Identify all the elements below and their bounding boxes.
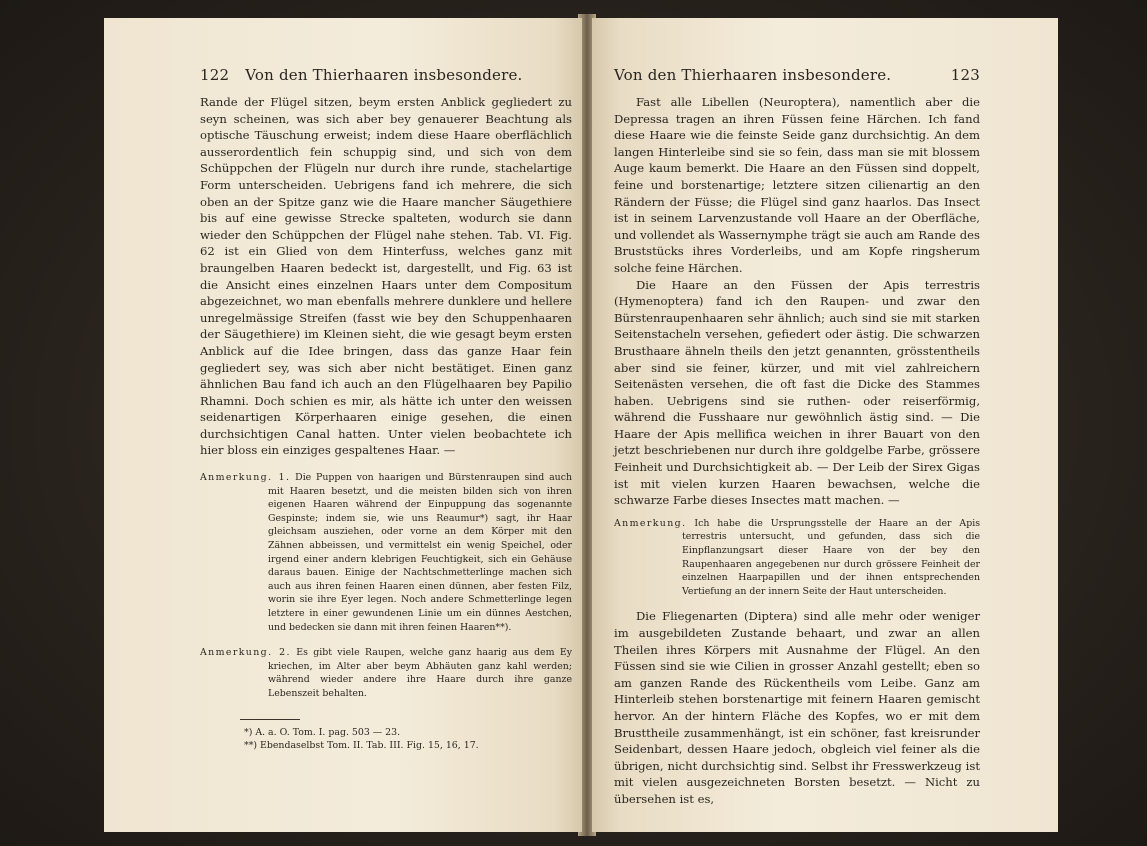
- note-label: Anmerkung.: [614, 517, 687, 529]
- note: [614, 517, 980, 599]
- body-paragraph: Rande der Flügel sitzen, beym ersten Anblick gegliedert zu seyn scheinen, was sich aber bey genauerer Beachtung als optische Täuschung erweist; indem diese Haare oberflächlich ausserordentlich fein schuppig sind, und sich von dem Schüppchen der Flügeln nur durch ihre runde, stachelartige Form unterscheiden. Uebrigens fand ich mehrere, die sich oben an der Spitze ganz wie die Haare mancher Säugethiere bis auf eine gewisse Strecke spalteten, wodurch sie dann wieder den Schüppchen der Flügel nahe stehen. Tab. VI. Fig. 62 ist ein Glied von dem Hinterfuss, welches ganz mit braungelben Haaren bedeckt ist, dargestellt, und Fig. 63 ist die Ansicht eines einzelnen Haars unter dem Compositum abgezeichnet, wo man ebenfalls mehrere dunklere und hellere unregelmässige Streifen (fasst wie bey den Schuppenhaaren der Säugethiere) im Kleinen sieht, die wie gesagt beym ersten Anblick auf die Idee bringen, dass das ganze Haar fein gegliedert sey, was sich aber nicht bestätiget. Einen ganz ähnlichen Bau fand ich auch an den Flügelhaaren bey Papilio Rhamni. Doch schien es mir, als hätte ich unter den weissen seidenartigen Körperhaaren einige gesehen, die einen durchsichtigen Canal hatten. Unter vielen beobachtete ich hier bloss ein einziges gespaltenes Haar. —: [200, 95, 572, 458]
- running-title: Von den Thierhaaren insbesondere.: [614, 66, 892, 84]
- note-label: Anmerkung. 1.: [200, 472, 291, 484]
- right-page: [592, 18, 1058, 832]
- footnote-2: **) Ebendaselbst Tom. II. Tab. III. Fig. 15, 16, 17.: [244, 739, 479, 751]
- left-page: [104, 18, 582, 832]
- left-body: [200, 94, 572, 459]
- footnote-rule: [240, 719, 300, 720]
- note-2: [200, 646, 572, 700]
- note-label: Anmerkung. 2.: [200, 647, 291, 659]
- note-text: Es gibt viele Raupen, welche ganz haarig aus dem Ey kriechen, im Alter aber beym Abhäuten ganz kahl werden; während wieder andere ihre Haare durch ihre ganze Lebenszeit behalten.: [268, 647, 572, 699]
- right-running-head: [614, 66, 980, 84]
- note-1: [200, 471, 572, 634]
- body-paragraph: Die Haare an den Füssen der Apis terrestris (Hymenoptera) fand ich den Raupen- und zwar den Bürstenraupenhaaren sehr ähnlich; auch sind sie mit starken Seitenstacheln versehen, gefiedert oder ästig. Die schwarzen Brusthaare ähneln theils den jetzt genannten, grösstentheils aber sind sie feiner, kürzer, und mit viel zahlreichern Seitenästen versehen, die oft fast die Dicke des Stammes haben. Uebrigens sind sie ruthen- oder reiserförmig, während die Fusshaare nur gewöhnlich ästig sind. — Die Haare der Apis mellifica weichen in ihrer Bauart von den jetzt beschriebenen nur durch ihre goldgelbe Farbe, grössere Feinheit und Durchsichtigkeit ab. — Der Leib der Sirex Gigas ist mit vielen kurzen Haaren bewachsen, welche die schwarze Farbe dieses Insectes matt machen. —: [614, 277, 980, 508]
- running-title: Von den Thierhaaren insbesondere.: [245, 66, 523, 84]
- body-paragraph: Fast alle Libellen (Neuroptera), namentlich aber die Depressa tragen an ihren Füssen feine Härchen. Ich fand diese Haare wie die feinste Seide ganz durchsichtig. An dem langen Hinterleibe sind sie so fein, dass man sie mit blossem Auge kaum bemerkt. Die Haare an den Füssen sind doppelt, feine und borstenartige; letztere sitzen cilienartig an den Rändern der Füsse; die Flügel sind ganz haarlos. Das Insect ist in seinem Larvenzustande voll Haare an der Oberfläche, und vollendet als Wassernymphe trägt sie auch am Rande des Bruststücks ihres Vorderleibs, und am Kopfe ringsherum solche feine Härchen.: [614, 95, 980, 275]
- left-running-head: [200, 66, 572, 84]
- footnote-1: *) A. a. O. Tom. I. pag. 503 — 23.: [244, 726, 401, 738]
- right-body: [614, 94, 980, 509]
- page-number: 123: [950, 66, 980, 84]
- note-text: Ich habe die Ursprungsstelle der Haare an der Apis terrestris untersucht, und gefunden, dass sich die Einpflanzungsart dieser Haare von der bey den Raupenhaaren angegebenen nur durch grössere Feinheit der einzelnen Haarpapillen und der ihnen entsprechenden Vertiefung an der innern Seite der Haut unterscheiden.: [682, 517, 981, 597]
- note-text: Die Puppen von haarigen und Bürstenraupen sind auch mit Haaren besetzt, und die meisten bilden sich von ihren eigenen Haaren während der Einpuppung das sogenannte Gespinste; indem sie, wie uns Reaumur*) sagt, ihr Haar gleichsam ausziehen, oder vorne an dem Körper mit den Zähnen abbeissen, und vermittelst ein wenig Speichel, oder irgend einer andern klebrigen Feuchtigkeit, sich ein Gehäuse daraus bauen. Einige der Nachtschmetterlinge machen sich auch aus ihren feinen Haaren einen dünnen, aber festen Filz, worin sie ihre Eyer legen. Noch andere Schmetterlinge legen letztere in einer gewundenen Linie um ein dünnes Aestchen, und bedecken sie dann mit ihren feinen Haaren**).: [268, 472, 572, 633]
- page-number: 122: [200, 66, 230, 84]
- body-paragraph: Die Fliegenarten (Diptera) sind alle mehr oder weniger im ausgebildeten Zustande behaart, und zwar an allen Theilen ihres Körpers mit Ausnahme der Flügel. An den Füssen sind sie wie Cilien in grosser Anzahl gestellt; eben so am ganzen Rande des Rückentheils vom Leibe. Ganz am Hinterleib stehen borstenartige mit feinern Haaren gemischt hervor. An der hintern Fläche des Kopfes, wo er mit dem Brusttheile zusammenhängt, ist ein schöner, fast kreisrunder Seidenbart, dessen Haare jedoch, obgleich viel feiner als die übrigen, nicht durchsichtig sind. Selbst ihr Fresswerkzeug ist mit vielen ausgezeichneten Borsten besetzt. — Nicht zu übersehen ist es,: [614, 609, 980, 806]
- right-body-continued: [614, 608, 980, 807]
